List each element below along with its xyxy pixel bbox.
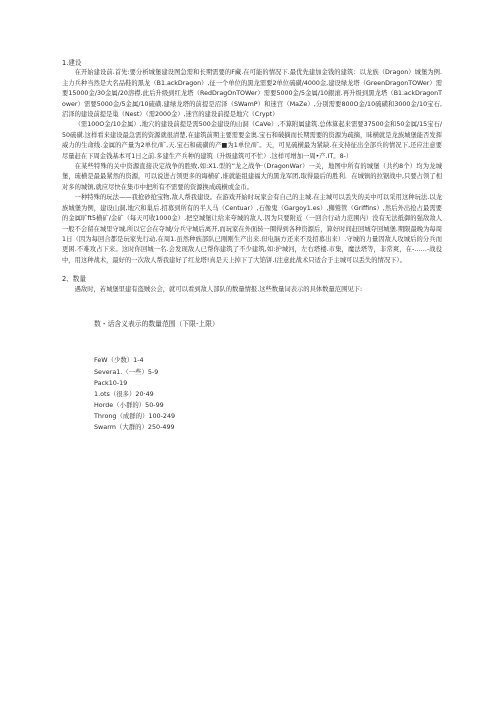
section-1-paragraph: 在某些特殊的关中资源直接决定战争的胜败,如:X1.型的“龙之战争·（DragonWar）一关，地图中所有的城堡（共约8个）均为龙城堡，琉横是最最紧然的资源，可以说进占领更多的诲横矿,谁就能组建福大的黑龙军团,取得最后的胜利．在城镇的拉锯战中,只要占领了相对多的城镇,就应尽快在集市中把所有不需要的资源换成疏横或金币。 — [62, 163, 442, 191]
quantity-table-title: 数・话含义表示的数量范围（下限-上限） — [94, 319, 219, 328]
section-1-paragraph: （需100O金/10金属）,地穴的建设前提是需500金建设的山洞（CaVe）,不算附属建筑.总体算起来需要37500金和50金属/15宝石/50硫磺.这样看来建设最急需的资源就很清楚,在建筑前期主要需要金奥.宝石和破摘而长期需要的资源为疏摘，昧横就是龙族城堡能否发挥威力的生命线.金属的产量为2单位/旷,天.宝石和硫磺的产■为1单位/旷。天，可见硫横最为紧缺.在支持征出全部兵的情况下,还应注意要尽量赶在下周金钱基本可1日之前.多建生产兵种的建筑（升级建筑可不忙）.这样可增加一周•产.IT。8-） — [62, 121, 442, 160]
quantity-row: Pack10-19 — [94, 378, 128, 387]
quantity-row: 1.ots（很多）20·49 — [94, 389, 154, 398]
quantity-row: Throng（成群的）100-249 — [94, 412, 176, 421]
quantity-row: FeW（少数）1-4 — [94, 356, 144, 365]
quantity-row: Severa1.（一些）5-9 — [94, 367, 159, 376]
section-1-heading: 1.建设 — [62, 59, 82, 67]
quantity-list — [94, 355, 442, 433]
section-2-heading: 2、数量 — [62, 275, 86, 284]
section-1-paragraph: 在开始建设前.首先:要分析城堡建设图急需和长期需要的F藏.在可能的情况下.最优先建加金钱的建筑：以龙族（Dragon）城堡为例.主力兵种当然是大名品鞋的黑龙（B1.ackDragon）,征一个单位的黑龙需要2单位硫磺/4000金,建设绿龙塔（GreenDragonTOWer）需要15000金/30金属/20溶襟.此后升级到红龙塔（RedDragOnTOWer）需要5000金/5金属/10銀滚.再升级到黑龙塔（B1.ackDragonTower）需要5000金/5金属/10硫磺.建绿龙塔的前提是沼泽（SWamP）和迷宫（MaZe）,分别需要800O金/10硫磺和3000金/10宝石,沼泽的建设前提是巢（Nest）（需2000金）,迷宫的建设前提是地穴（Crypt） — [62, 69, 442, 119]
section-2-paragraph: 遇敌时，若城堡里建有盗贼公会，就可以看到敌人部队的数量情报.这些数量词表示的具体数量范围见下: — [74, 285, 363, 293]
quantity-row: Horde（小群的）50-99 — [94, 401, 164, 410]
spacer — [62, 295, 442, 319]
section-1-paragraph: 一种特殊的玩法——我抢砂抢宝物,敌人帮我建设。在游戏开始时玩家会有自己的主城.在主城可以丢失的关中可以采用这种玩法.以龙族城堡为例，建设山洞,地穴和巢后.招募到所有的半人马（Centuar）,石像鬼（Gargoy1.es）,狮鹫管（Griffins）,然后外出抢占最需要的金属旷ft5横矿/金矿（每天可收1000金）.把空城堡让给来夸城的敌人.因为只要附近（一回合行动力范围内）没有无法抵御的强敌敌人一般不会留在城里守城,所以它会在夺城/分兵守城后离开,而玩家在外面转一圈得到各种资源后，算好时间赶回城夺回城堡.期限最晚为每周1日（因为每回合都是玩家先行动,在周1.虽然种族部队已刚刚生产出来.但电脑方还来不及招募出来）.守城的力量因敌人攻城后的分兵而更困.不难攻占下来。这时你回城一名.会发现敌人已帮你建筑了不少建筑,如:护城河，左右塔楼.市集，魔法塔等，非常爽，在-……-战役中，用这种战术，最好的一次敌人帮我建好了红龙塔!真是天上掉下了大馅饼.(注意此战术只适合于主城可以丢失的情况下）。 — [62, 194, 442, 264]
quantity-row: Swarm（大群的）250-499 — [94, 423, 175, 432]
